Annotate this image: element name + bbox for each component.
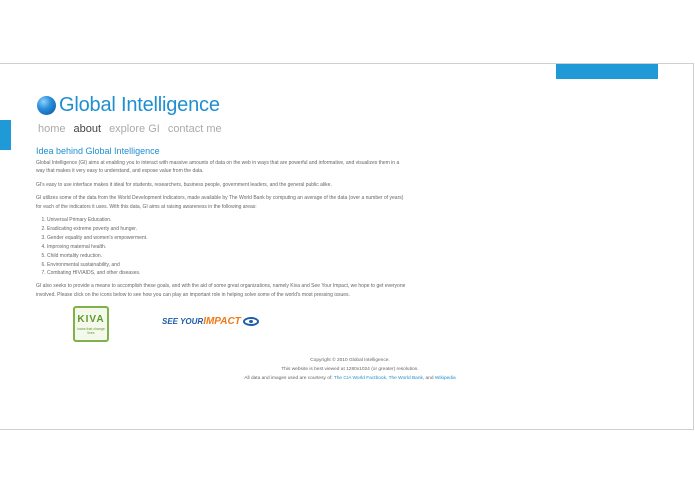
globe-icon bbox=[37, 96, 56, 115]
left-accent-bar bbox=[0, 120, 11, 150]
about-content bbox=[36, 146, 408, 304]
goals-list bbox=[36, 216, 408, 278]
call-to-action-paragraph: GI also seeks to provide a means to accomplish these goals, and with the aid of some great organizations, namely Kiva and See Your Impact, we hope to get everyone involved. Please click on the icons below to see how you can play an important role in helping solve some of the world's most pressing issues. bbox=[36, 283, 406, 298]
list-item: 5. Child mortality reduction. bbox=[47, 252, 408, 261]
wikipedia-link[interactable]: Wikipedia bbox=[434, 376, 456, 381]
section-heading: Idea behind Global Intelligence bbox=[36, 146, 160, 156]
world-bank-link[interactable]: The World Bank bbox=[388, 376, 423, 381]
credits-prefix: All data and images used are courtesy of: bbox=[244, 376, 333, 381]
syi-impact-text: IMPACT bbox=[203, 315, 241, 327]
audience-paragraph: GI's easy to use interface makes it ideal for students, researchers, business people, government leaders, and the general public alike. bbox=[36, 181, 332, 188]
nav-explore[interactable]: explore GI bbox=[109, 123, 160, 135]
data-source-paragraph: GI utilizes some of the data from the World Development Indicators, made available by The World Bank by computing an average of the data (over a number of years) for each of the indicators it uses. With this data, GI aims at raising awareness in the following areas: bbox=[36, 195, 404, 210]
kiva-logo-tagline: loans that change lives bbox=[77, 327, 105, 335]
credits-line: All data and images used are courtesy of: The CIA World Factbook, The World Bank, and Wikipedia bbox=[244, 376, 456, 381]
site-logo[interactable] bbox=[37, 94, 220, 117]
main-nav bbox=[38, 123, 230, 135]
list-item: 7. Combating HIV/AIDS, and other diseases. bbox=[47, 269, 408, 278]
list-item: 6. Environmental sustainability, and bbox=[47, 261, 408, 270]
syi-see-text: SEE YOUR bbox=[162, 316, 204, 326]
nav-contact[interactable]: contact me bbox=[167, 123, 222, 135]
top-accent-bar bbox=[556, 64, 658, 79]
kiva-logo-link[interactable] bbox=[73, 306, 109, 342]
cia-factbook-link[interactable]: The CIA World Factbook bbox=[333, 376, 386, 381]
eye-icon bbox=[243, 317, 259, 326]
list-item: 4. Improving maternal health. bbox=[47, 243, 408, 252]
see-your-impact-logo-link[interactable] bbox=[162, 311, 259, 331]
intro-paragraph: Global Intelligence (GI) aims at enabling you to interact with massive amounts of data on the web in ways that are powerful and informative, and visualizes them in a way that makes it very easy to understand, and expose value from the data. bbox=[36, 160, 400, 175]
resolution-note: This website is best viewed at 1280x1024 (or greater) resolution. bbox=[281, 367, 419, 372]
kiva-logo-word: KIVA bbox=[77, 314, 105, 325]
list-item: 2. Eradicating extreme poverty and hunger. bbox=[47, 225, 408, 234]
footer bbox=[220, 356, 480, 383]
list-item: 1. Universal Primary Education. bbox=[47, 216, 408, 225]
nav-home[interactable]: home bbox=[38, 123, 66, 135]
nav-about[interactable]: about bbox=[73, 123, 102, 135]
site-title: Global Intelligence bbox=[59, 94, 220, 116]
list-item: 3. Gender equality and women's empowerment. bbox=[47, 234, 408, 243]
copyright-text: Copyright © 2010 Global Intelligence. bbox=[310, 358, 390, 363]
credits-and: , and bbox=[422, 376, 434, 381]
